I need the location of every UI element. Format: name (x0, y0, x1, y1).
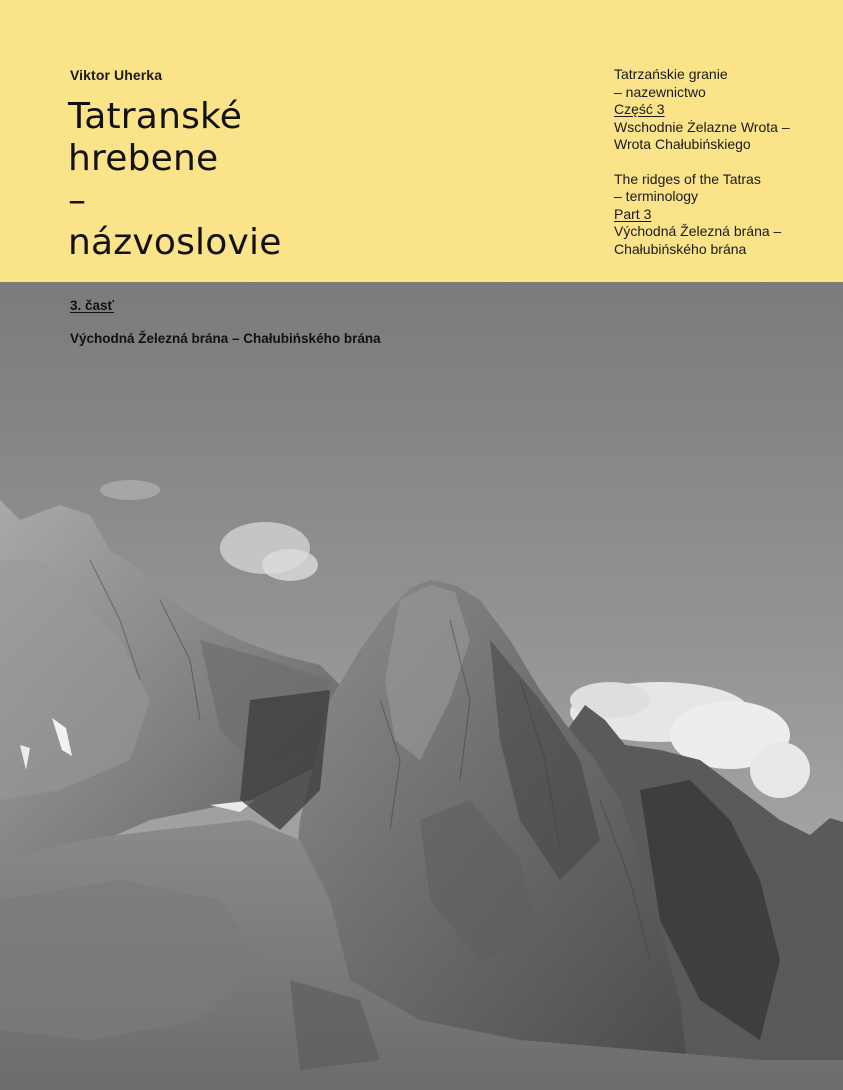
polish-title-block (614, 66, 834, 154)
title-line-4: názvoslovie (68, 222, 282, 263)
polish-title-line-2: – nazewnictwo (614, 83, 706, 100)
main-title (68, 96, 282, 264)
english-part-label: Part 3 (614, 205, 652, 222)
author-name: Viktor Uherka (70, 67, 163, 83)
polish-subtitle-line-2: Wrota Chałubińskiego (614, 136, 751, 152)
title-line-2: hrebene (68, 138, 219, 179)
part-subtitle: Východná Železná brána – Chałubińského brána (70, 331, 381, 346)
polish-title-line-1: Tatrzańskie granie (614, 66, 728, 82)
header-band (0, 0, 843, 282)
title-line-1: Tatranské (68, 96, 243, 137)
polish-part-label: Część 3 (614, 101, 665, 117)
english-title-line-2: – terminology (614, 188, 699, 204)
english-subtitle-line-1: Východná Železná brána – (614, 223, 782, 239)
title-line-3: – (68, 180, 87, 221)
mountain-photo (0, 282, 843, 1090)
english-title-line-1: The ridges of the Tatras (614, 170, 761, 187)
english-subtitle-line-2: Chałubińského brána (614, 240, 747, 257)
translations-column (614, 66, 834, 275)
part-label: 3. časť (70, 298, 115, 313)
english-title-block (614, 171, 834, 259)
polish-subtitle-line-1: Wschodnie Żelazne Wrota – (614, 118, 790, 135)
